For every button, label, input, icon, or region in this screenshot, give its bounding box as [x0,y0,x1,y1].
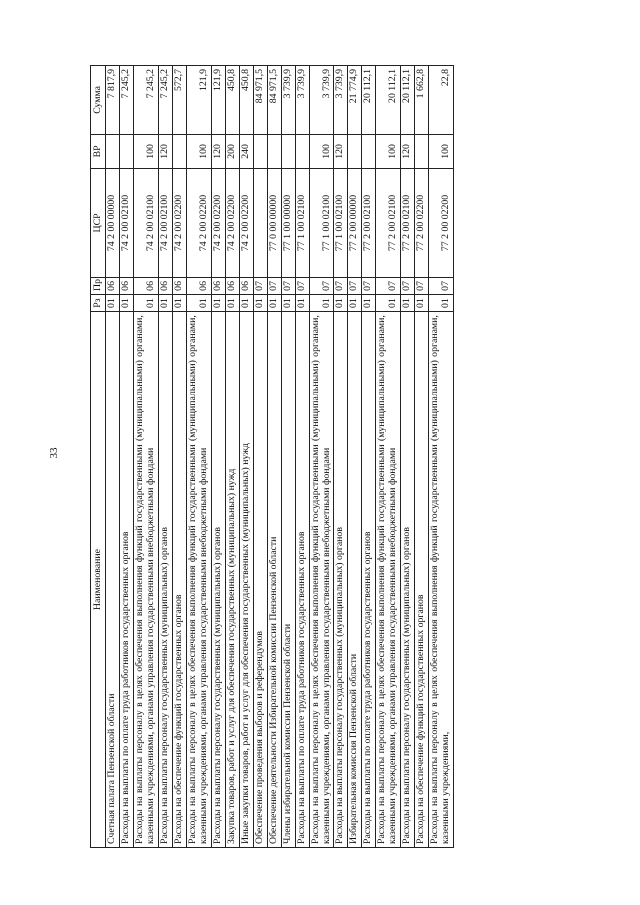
cell-pr: 07 [267,277,281,294]
table-row [429,66,454,848]
cell-sum: 121,9 [186,66,211,135]
header-csr: ЦСР [91,169,106,278]
cell-name: Расходы на выплаты персоналу государственных (муниципальных) органов [334,312,348,848]
table-row [295,66,309,848]
budget-table [90,65,454,848]
cell-sum: 84 971,5 [267,66,281,135]
table-row [172,66,186,848]
table-row [415,66,429,848]
cell-csr: 77 1 00 02100 [295,169,309,278]
cell-sum: 3 739,9 [295,66,309,135]
cell-rz: 01 [348,295,362,312]
cell-sum: 7 245,2 [119,66,133,135]
cell-name: Расходы на выплаты по оплате труда работников государственных органов [119,312,133,848]
cell-sum: 20 112,1 [401,66,415,135]
cell-name: Расходы на выплаты по оплате труда работников государственных органов [295,312,309,848]
cell-pr: 07 [401,277,415,294]
cell-pr: 06 [158,277,172,294]
cell-vr [172,134,186,168]
cell-vr: 100 [309,134,334,168]
cell-name: Расходы на выплаты персоналу государственных (муниципальных) органов [211,312,225,848]
cell-name: Расходы на выплаты персоналу в целях обеспечения выполнения функций государственными (муниципальными) органами, казенными учреждениями, органами управления государственными внебюджетными фондами [376,312,401,848]
cell-vr: 100 [429,134,454,168]
table-row [158,66,172,848]
table-row [348,66,362,848]
cell-csr: 74 2 00 02100 [119,169,133,278]
cell-pr: 06 [133,277,158,294]
cell-rz: 01 [295,295,309,312]
cell-rz: 01 [211,295,225,312]
cell-csr: 77 2 00 02100 [376,169,401,278]
header-name: Наименование [91,312,106,848]
table-row [133,66,158,848]
cell-name: Расходы на выплаты персоналу в целях обеспечения выполнения функций государственными (муниципальными) органами, казенными учреждениями, органами управления государственными внебюджетными фондами [309,312,334,848]
cell-csr: 77 2 00 02100 [401,169,415,278]
cell-pr: 06 [172,277,186,294]
cell-csr: 74 2 00 02200 [172,169,186,278]
cell-vr [281,134,295,168]
page-number: 33 [48,447,60,459]
cell-rz: 01 [267,295,281,312]
table-body [106,66,454,848]
cell-name: Члены избирательной комиссии Пензенской области [281,312,295,848]
table-row [225,66,239,848]
table-row [253,66,267,848]
cell-rz: 01 [225,295,239,312]
cell-sum: 450,8 [239,66,253,135]
cell-name: Закупка товаров, работ и услуг для обеспечения государственных (муниципальных) нужд [225,312,239,848]
cell-vr: 100 [186,134,211,168]
cell-vr [119,134,133,168]
cell-csr: 74 2 00 02100 [158,169,172,278]
cell-pr: 07 [362,277,376,294]
cell-csr: 74 2 00 00000 [106,169,120,278]
cell-rz: 01 [362,295,376,312]
budget-table-rotated [90,65,560,848]
table-row [281,66,295,848]
cell-pr: 07 [415,277,429,294]
cell-sum: 7 817,9 [106,66,120,135]
cell-csr: 74 2 00 02100 [133,169,158,278]
cell-pr: 07 [376,277,401,294]
cell-pr: 06 [211,277,225,294]
cell-csr: 74 2 00 02200 [186,169,211,278]
cell-sum: 22,8 [429,66,454,135]
cell-vr: 240 [239,134,253,168]
cell-rz: 01 [158,295,172,312]
cell-name: Расходы на выплаты персоналу государственных (муниципальных) органов [401,312,415,848]
cell-pr: 07 [348,277,362,294]
cell-pr: 07 [253,277,267,294]
cell-csr: 77 2 00 02200 [415,169,429,278]
cell-pr: 06 [186,277,211,294]
cell-pr: 07 [295,277,309,294]
cell-vr: 120 [158,134,172,168]
cell-vr [267,134,281,168]
cell-name: Расходы на выплаты персоналу в целях обеспечения выполнения функций государственными (муниципальными) органами, казенными учреждениями, органами управления государственными внебюджетными фондами [186,312,211,848]
cell-csr: 74 2 00 02200 [211,169,225,278]
cell-vr: 100 [376,134,401,168]
cell-name: Обеспечение проведения выборов и референдумов [253,312,267,848]
cell-vr: 120 [334,134,348,168]
cell-sum: 7 245,2 [133,66,158,135]
cell-pr: 07 [309,277,334,294]
cell-name: Расходы на обеспечение функций государственных органов [172,312,186,848]
cell-pr: 07 [281,277,295,294]
cell-sum: 21 774,9 [348,66,362,135]
table-row [309,66,334,848]
cell-pr: 06 [106,277,120,294]
cell-vr: 100 [133,134,158,168]
cell-sum: 20 112,1 [362,66,376,135]
cell-rz: 01 [172,295,186,312]
cell-name: Расходы на выплаты персоналу государственных (муниципальных) органов [158,312,172,848]
cell-csr: 77 1 00 00000 [281,169,295,278]
table-row [334,66,348,848]
cell-rz: 01 [106,295,120,312]
cell-csr: 77 1 00 02100 [334,169,348,278]
cell-csr: 77 2 00 02200 [429,169,454,278]
cell-csr: 74 2 00 02200 [225,169,239,278]
cell-vr [348,134,362,168]
table-row [186,66,211,848]
cell-sum: 3 739,9 [309,66,334,135]
cell-csr [253,169,267,278]
cell-sum: 121,9 [211,66,225,135]
cell-vr [295,134,309,168]
header-pr: Пр [91,277,106,294]
cell-name: Расходы на выплаты персоналу в целях обеспечения выполнения функций государственными (муниципальными) органами, казенными учреждениями, органами управления государственными внебюджетными фондами [133,312,158,848]
cell-name: Счетная палата Пензенской области [106,312,120,848]
table-row [376,66,401,848]
table-row [211,66,225,848]
cell-name: Расходы на выплаты по оплате труда работников государственных органов [362,312,376,848]
cell-vr [106,134,120,168]
table-row [106,66,120,848]
table-row [119,66,133,848]
cell-rz: 01 [133,295,158,312]
cell-name: Иные закупки товаров, работ и услуг для обеспечения государственных (муниципальных) нужд [239,312,253,848]
cell-csr: 77 1 00 02100 [309,169,334,278]
cell-rz: 01 [415,295,429,312]
cell-name: Расходы на выплаты персоналу в целях обеспечения выполнения функций государственными (муниципальными) органами, казенными учреждениями, [429,312,454,848]
cell-sum: 450,8 [225,66,239,135]
table-header-row [91,66,106,848]
cell-sum: 1 662,8 [415,66,429,135]
cell-rz: 01 [186,295,211,312]
cell-csr: 77 2 00 00000 [348,169,362,278]
cell-name: Расходы на обеспечение функций государственных органов [415,312,429,848]
cell-rz: 01 [309,295,334,312]
cell-vr: 120 [401,134,415,168]
cell-csr: 74 2 00 02200 [239,169,253,278]
table-row [362,66,376,848]
cell-vr [415,134,429,168]
table-row [401,66,415,848]
header-sum: Сумма [91,66,106,135]
cell-pr: 06 [225,277,239,294]
cell-sum: 3 739,9 [281,66,295,135]
cell-rz: 01 [253,295,267,312]
cell-pr: 06 [119,277,133,294]
table-row [267,66,281,848]
cell-vr [362,134,376,168]
cell-vr [253,134,267,168]
cell-rz: 01 [281,295,295,312]
header-rz: Рз [91,295,106,312]
cell-name: Избирательная комиссия Пензенской области [348,312,362,848]
cell-sum: 572,7 [172,66,186,135]
cell-vr: 120 [211,134,225,168]
cell-name: Обеспечение деятельности Избирательной комиссии Пензенской области [267,312,281,848]
cell-pr: 06 [239,277,253,294]
cell-sum: 3 739,9 [334,66,348,135]
cell-csr: 77 2 00 02100 [362,169,376,278]
table-row [239,66,253,848]
cell-csr: 77 0 00 00000 [267,169,281,278]
cell-sum: 20 112,1 [376,66,401,135]
cell-rz: 01 [401,295,415,312]
cell-rz: 01 [119,295,133,312]
cell-rz: 01 [429,295,454,312]
header-vr: ВР [91,134,106,168]
cell-sum: 84 971,5 [253,66,267,135]
cell-rz: 01 [334,295,348,312]
cell-vr: 200 [225,134,239,168]
cell-rz: 01 [239,295,253,312]
cell-pr: 07 [429,277,454,294]
cell-pr: 07 [334,277,348,294]
cell-rz: 01 [376,295,401,312]
cell-sum: 7 245,2 [158,66,172,135]
